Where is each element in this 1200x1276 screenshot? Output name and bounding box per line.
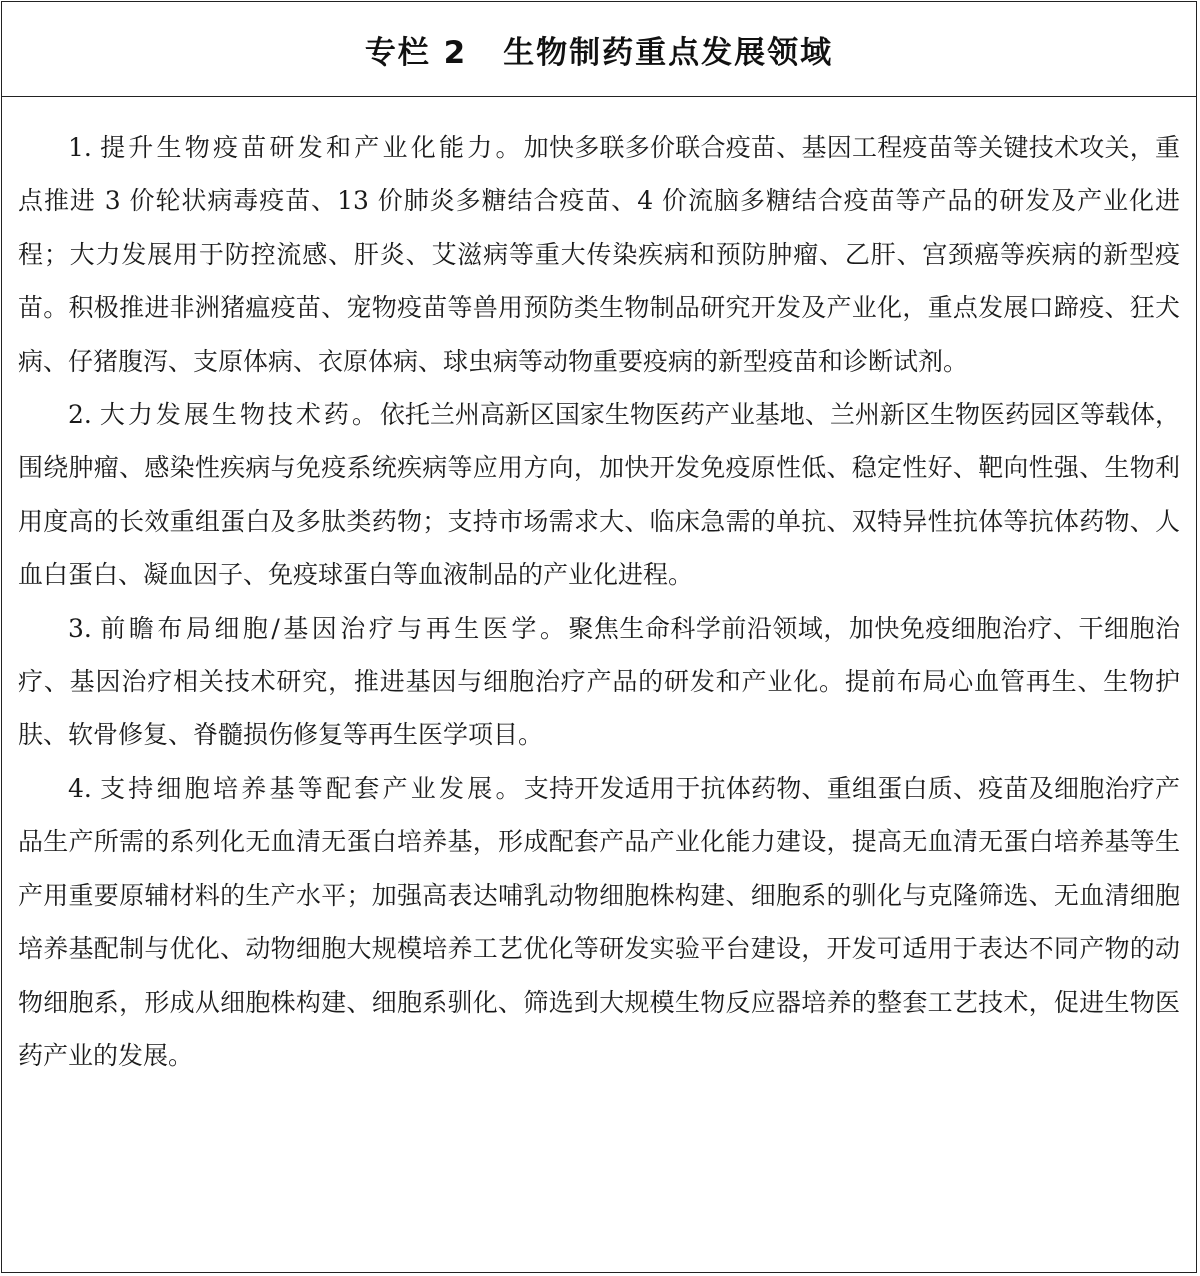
column-content	[2, 97, 1196, 1082]
section-heading: 提升生物疫苗研发和产业化能力。	[100, 133, 524, 162]
title-bar	[2, 2, 1196, 97]
column-title	[365, 27, 833, 72]
section-heading: 大力发展生物技术药。	[99, 400, 380, 430]
section-body: 聚焦生命科学前沿领域，加快免疫细胞治疗、干细胞治疗、基因治疗相关技术研究，推进基因与细胞治疗产品的研发和产业化。提前布局心血管再生、生物护肤、软骨修复、脊髓损伤修复等再生医学项目。	[18, 613, 1180, 750]
section-paragraph	[18, 602, 1180, 762]
column-box	[1, 1, 1197, 1273]
section-number: 2.	[68, 400, 92, 430]
section-number: 3.	[68, 613, 92, 643]
column-label: 专栏 2	[364, 34, 468, 71]
section-heading: 支持细胞培养基等配套产业发展。	[100, 773, 524, 803]
column-title-text: 生物制药重点发展领域	[503, 34, 834, 71]
section-body: 加快多联多价联合疫苗、基因工程疫苗等关键技术攻关，重点推进 3 价轮状病毒疫苗、13 价肺炎多糖结合疫苗、4 价流脑多糖结合疫苗等产品的研发及产业化进程；大力发展用于防控流感、肝炎、艾滋病等重大传染疾病和预防肿瘤、乙肝、宫颈癌等疾病的新型疫苗。积极推进非洲猪瘟疫苗、宠物疫苗等兽用预防类生物制品研究开发及产业化，重点发展口蹄疫、狂犬病、仔猪腹泻、支原体病、衣原体病、球虫病等动物重要疫病的新型疫苗和诊断试剂。	[18, 133, 1180, 376]
section-paragraph	[18, 762, 1180, 1082]
section-body: 依托兰州高新区国家生物医药产业基地、兰州新区生物医药园区等载体，围绕肿瘤、感染性疾病与免疫系统疾病等应用方向，加快开发免疫原性低、稳定性好、靶向性强、生物利用度高的长效重组蛋白及多肽类药物；支持市场需求大、临床急需的单抗、双特异性抗体等抗体药物、人血白蛋白、凝血因子、免疫球蛋白等血液制品的产业化进程。	[18, 400, 1180, 590]
section-heading: 前瞻布局细胞/基因治疗与再生医学。	[100, 613, 569, 643]
section-number: 1.	[68, 133, 92, 162]
section-paragraph	[18, 121, 1180, 388]
section-body: 支持开发适用于抗体药物、重组蛋白质、疫苗及细胞治疗产品生产所需的系列化无血清无蛋白培养基，形成配套产品产业化能力建设，提高无血清无蛋白培养基等生产用重要原辅材料的生产水平；加强高表达哺乳动物细胞株构建、细胞系的驯化与克隆筛选、无血清细胞培养基配制与优化、动物细胞大规模培养工艺优化等研发实验平台建设，开发可适用于表达不同产物的动物细胞系，形成从细胞株构建、细胞系驯化、筛选到大规模生物反应器培养的整套工艺技术，促进生物医药产业的发展。	[18, 773, 1180, 1070]
section-paragraph	[18, 388, 1180, 602]
section-number: 4.	[68, 773, 92, 803]
